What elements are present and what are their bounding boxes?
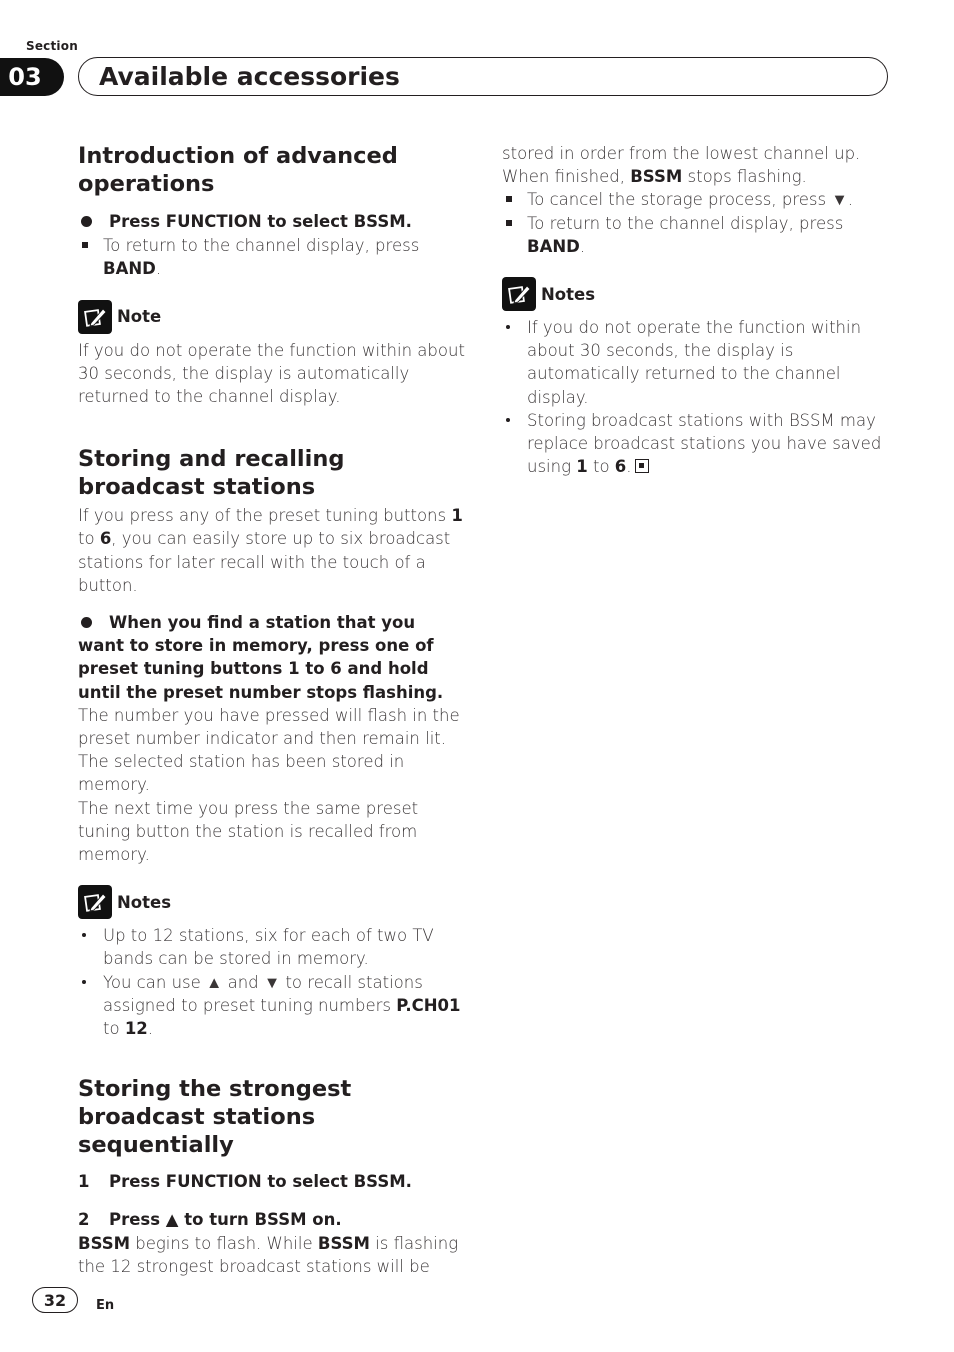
pencil-note-icon bbox=[78, 885, 112, 919]
note-header bbox=[78, 300, 466, 334]
notes-title: Notes bbox=[541, 284, 596, 304]
notes-header bbox=[502, 277, 890, 311]
bssm-continued: stored in order from the lowest channel up. When finished, BSSM stops flashing. bbox=[502, 144, 861, 187]
page-title bbox=[78, 57, 888, 96]
pencil-note-icon bbox=[78, 300, 112, 334]
note-text: If you do not operate the function within about 30 seconds, the display is automatically returned to the channel display. bbox=[78, 340, 465, 407]
store-paragraph-3: The next time you press the same preset tuning button the station is recalled from memory. bbox=[78, 798, 419, 865]
bssm-paragraph: BSSM begins to flash. While BSSM is flashing the 12 strongest broadcast stations will be bbox=[78, 1233, 459, 1276]
bullet-dot-icon bbox=[81, 617, 92, 628]
return-sub-item: To return to the channel display, press BAND. bbox=[502, 212, 890, 258]
notes-item-2: Storing broadcast stations with BSSM may replace broadcast stations you have saved using 1 to 6. bbox=[502, 409, 890, 479]
end-of-section-icon bbox=[635, 459, 649, 473]
notes-item-2: You can use ▲ and ▼ to recall stations assigned to preset tuning numbers P.CH01 to 12. bbox=[78, 971, 466, 1041]
step-number: 1 bbox=[78, 1172, 90, 1192]
intro-heading: Introduction of advanced operations bbox=[78, 143, 398, 197]
notes-item-1: Up to 12 stations, six for each of two TV bands can be stored in memory. bbox=[78, 924, 466, 970]
language-label: En bbox=[96, 1298, 115, 1313]
intro-sub-item: To return to the channel display, press BAND. bbox=[78, 234, 466, 280]
notes-header bbox=[78, 885, 466, 919]
section-label: Section bbox=[26, 39, 78, 53]
bullet-dot-icon bbox=[81, 216, 92, 227]
pencil-note-icon bbox=[502, 277, 536, 311]
left-column bbox=[78, 142, 466, 1278]
cancel-sub-item: To cancel the storage process, press ▼. bbox=[502, 188, 890, 211]
bssm-step-2: 2 Press ▲ to turn BSSM on. bbox=[78, 1208, 466, 1231]
notes-title: Notes bbox=[117, 892, 172, 912]
page-title-text: Available accessories bbox=[99, 62, 400, 91]
store-heading: Storing and recalling broadcast stations bbox=[78, 446, 345, 501]
bssm-step-1: 1 Press FUNCTION to select BSSM. bbox=[78, 1170, 466, 1193]
step-number: 2 bbox=[78, 1210, 90, 1230]
store-step: When you find a station that you want to store in memory, press one of preset tuning buttons 1 to 6 and hold until the preset number stops flashing. bbox=[78, 613, 444, 702]
store-paragraph-1: If you press any of the preset tuning buttons 1 to 6, you can easily store up to six broadcast stations for later recall with the touch of a button. bbox=[78, 506, 463, 595]
bssm-heading: Storing the strongest broadcast stations sequentially bbox=[78, 1076, 352, 1159]
page-number: 32 bbox=[32, 1287, 78, 1313]
store-paragraph-2: The number you have pressed will flash in the preset number indicator and then remain lit. The selected station has been stored in memory. bbox=[78, 705, 460, 795]
section-number: 03 bbox=[0, 58, 64, 96]
notes-item-1: If you do not operate the function within about 30 seconds, the display is automatically returned to the channel display. bbox=[502, 316, 890, 409]
right-column bbox=[502, 142, 890, 478]
note-title: Note bbox=[117, 307, 162, 327]
intro-step: Press FUNCTION to select BSSM. bbox=[78, 210, 466, 233]
